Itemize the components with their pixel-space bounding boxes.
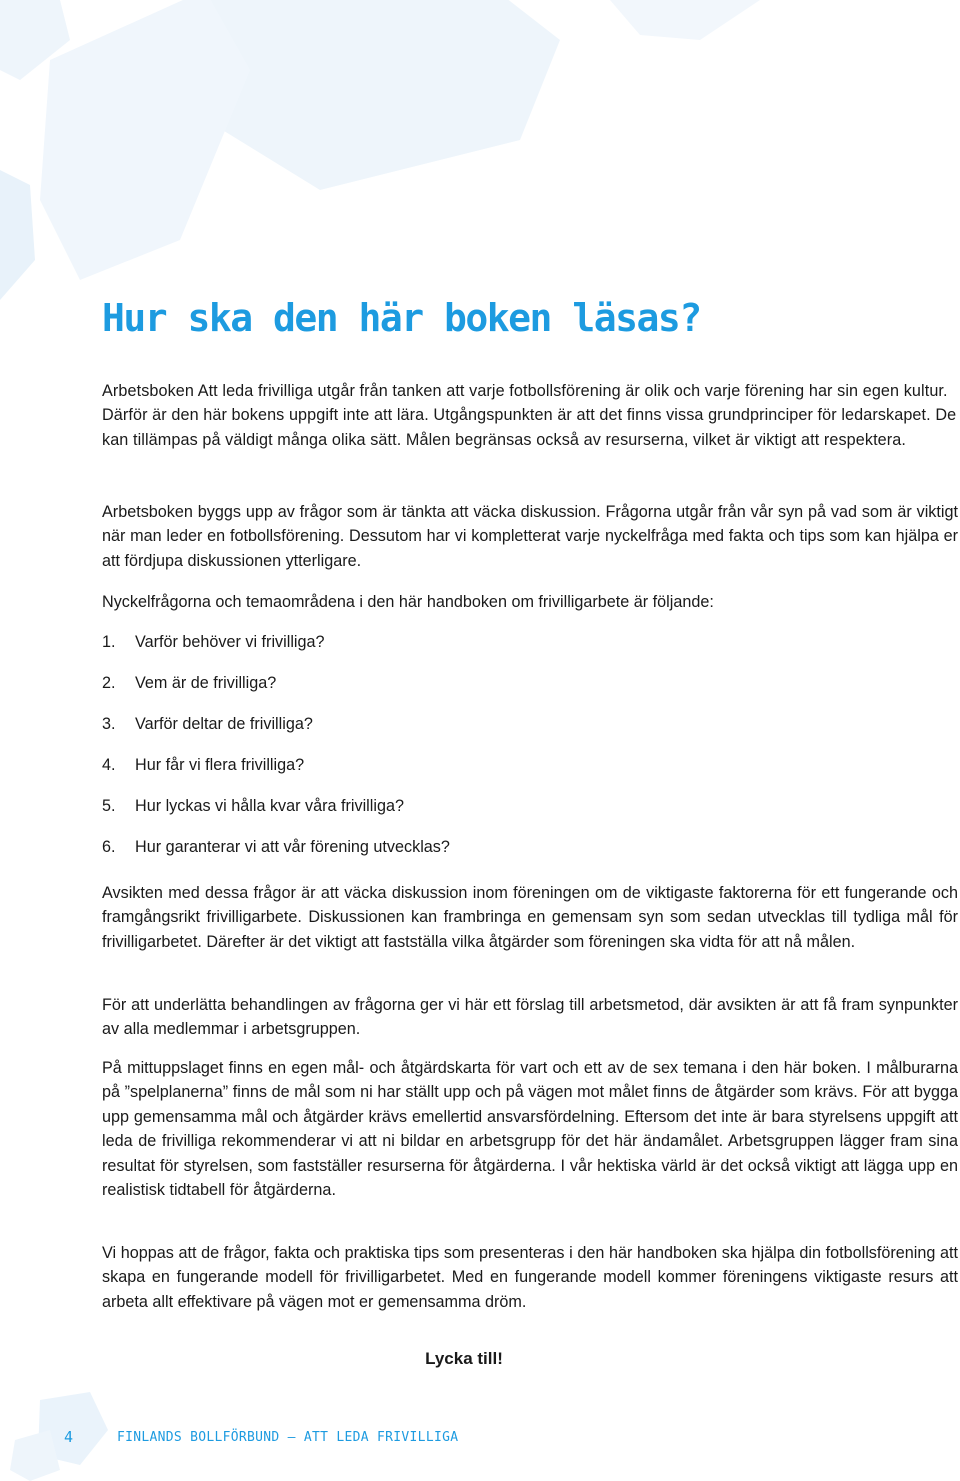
closing-text: Lycka till! bbox=[425, 1349, 503, 1368]
list-item-text: Hur får vi flera frivilliga? bbox=[135, 756, 305, 774]
paragraph-method: För att underlätta behandlingen av frågorna ger vi här ett förslag till arbetsmetod, där avsikten är att få fram synpunkter av alla medlemmar i arbetsgruppen. bbox=[102, 996, 958, 1039]
paragraph-purpose: Avsikten med dessa frågor är att väcka diskussion inom föreningen om de viktigaste faktorerna för ett fungerande och framgångsrikt frivilligarbete. Diskussionen kan frambringa en gemensam syn som sedan utvecklas till tydliga mål för frivilligarbetet. Därefter är det viktigt att fastställa vilka åtgärder som föreningen ska vidta för att nå målen. bbox=[102, 884, 958, 951]
list-item bbox=[102, 630, 450, 671]
list-item-text: Varför behöver vi frivilliga? bbox=[135, 633, 325, 651]
list-item-number: 4. bbox=[102, 756, 116, 774]
bg-pentagon-center bbox=[190, 0, 560, 190]
list-item-number: 1. bbox=[102, 633, 116, 651]
list-item-text: Hur garanterar vi att vår förening utvecklas? bbox=[135, 838, 450, 856]
list-item-number: 3. bbox=[102, 715, 116, 733]
paragraph-hope: Vi hoppas att de frågor, fakta och praktiska tips som presenteras i den här handboken ska hjälpa din fotbollsförening att skapa en fungerande modell för frivilligarbetet. Med en fungerande modell kommer föreningens viktigaste resurs att arbeta allt effektivare på vägen mot er gemensamma dröm. bbox=[102, 1244, 958, 1311]
paragraph-list-intro: Nyckelfrågorna och temaområdena i den här handboken om frivilligarbete är följande: bbox=[102, 593, 714, 611]
bg-pentagon-left bbox=[40, 0, 250, 280]
list-item-text: Hur lyckas vi hålla kvar våra frivilliga? bbox=[135, 797, 404, 815]
page-number: 4 bbox=[64, 1428, 74, 1446]
paragraph-structure: Arbetsboken byggs upp av frågor som är tänkta att väcka diskussion. Frågorna utgår från vår syn på vad som är viktigt när man leder en fotbollsförening. Dessutom har vi kompletterat varje nyckelfråga med fakta och tips som kan hjälpa er att fördjupa diskussionen ytterligare. bbox=[102, 503, 958, 570]
list-item bbox=[102, 835, 450, 876]
list-item-number: 2. bbox=[102, 674, 116, 692]
list-item bbox=[102, 753, 450, 794]
list-item bbox=[102, 712, 450, 753]
list-item-number: 5. bbox=[102, 797, 116, 815]
footer-title: FINLANDS BOLLFÖRBUND — ATT LEDA FRIVILLIGA bbox=[117, 1430, 459, 1445]
bg-pentagon-far-left bbox=[0, 170, 35, 300]
paragraph-midspread: På mittuppslaget finns en egen mål- och åtgärdskarta för vart och ett av de sex temana i den här boken. I målburarna på ”spelplanerna” finns de mål som ni har ställt upp och på vägen mot målet finns de åtgärder som krävs. För att bygga upp gemensamma mål och åtgärder krävs emellertid ansvarsfördelning. Eftersom det inte är bara styrelsens uppgift att leda de frivilliga rekommenderar vi att ni bildar en arbetsgrupp för det här ändamålet. Arbetsgruppen lägger fram sina resultat för styrelsen, som fastställer resurserna för åtgärderna. I vår hektiska värld är det också viktigt att lägga upp en realistisk tidtabell för åtgärderna. bbox=[102, 1059, 958, 1200]
list-item-text: Vem är de frivilliga? bbox=[135, 674, 277, 692]
page-footer bbox=[0, 1400, 960, 1481]
page-title: Hur ska den här boken läsas? bbox=[102, 296, 701, 340]
list-item bbox=[102, 671, 450, 712]
bg-pentagon-top-right bbox=[610, 0, 760, 40]
paragraph-intro: Arbetsboken Att leda frivilliga utgår från tanken att varje fotbollsförening är olik och varje förening har sin egen kultur. Därför är den här bokens uppgift inte att lära. Utgångspunkten är att det finns vissa grundprinciper för ledarskapet. De kan tillämpas på väldigt många olika sätt. Målen begränsas också av resurserna, vilket är viktigt att respektera. bbox=[102, 382, 957, 449]
key-questions-list bbox=[102, 630, 450, 876]
list-item-text: Varför deltar de frivilliga? bbox=[135, 715, 313, 733]
list-item-number: 6. bbox=[102, 838, 116, 856]
list-item bbox=[102, 794, 450, 835]
